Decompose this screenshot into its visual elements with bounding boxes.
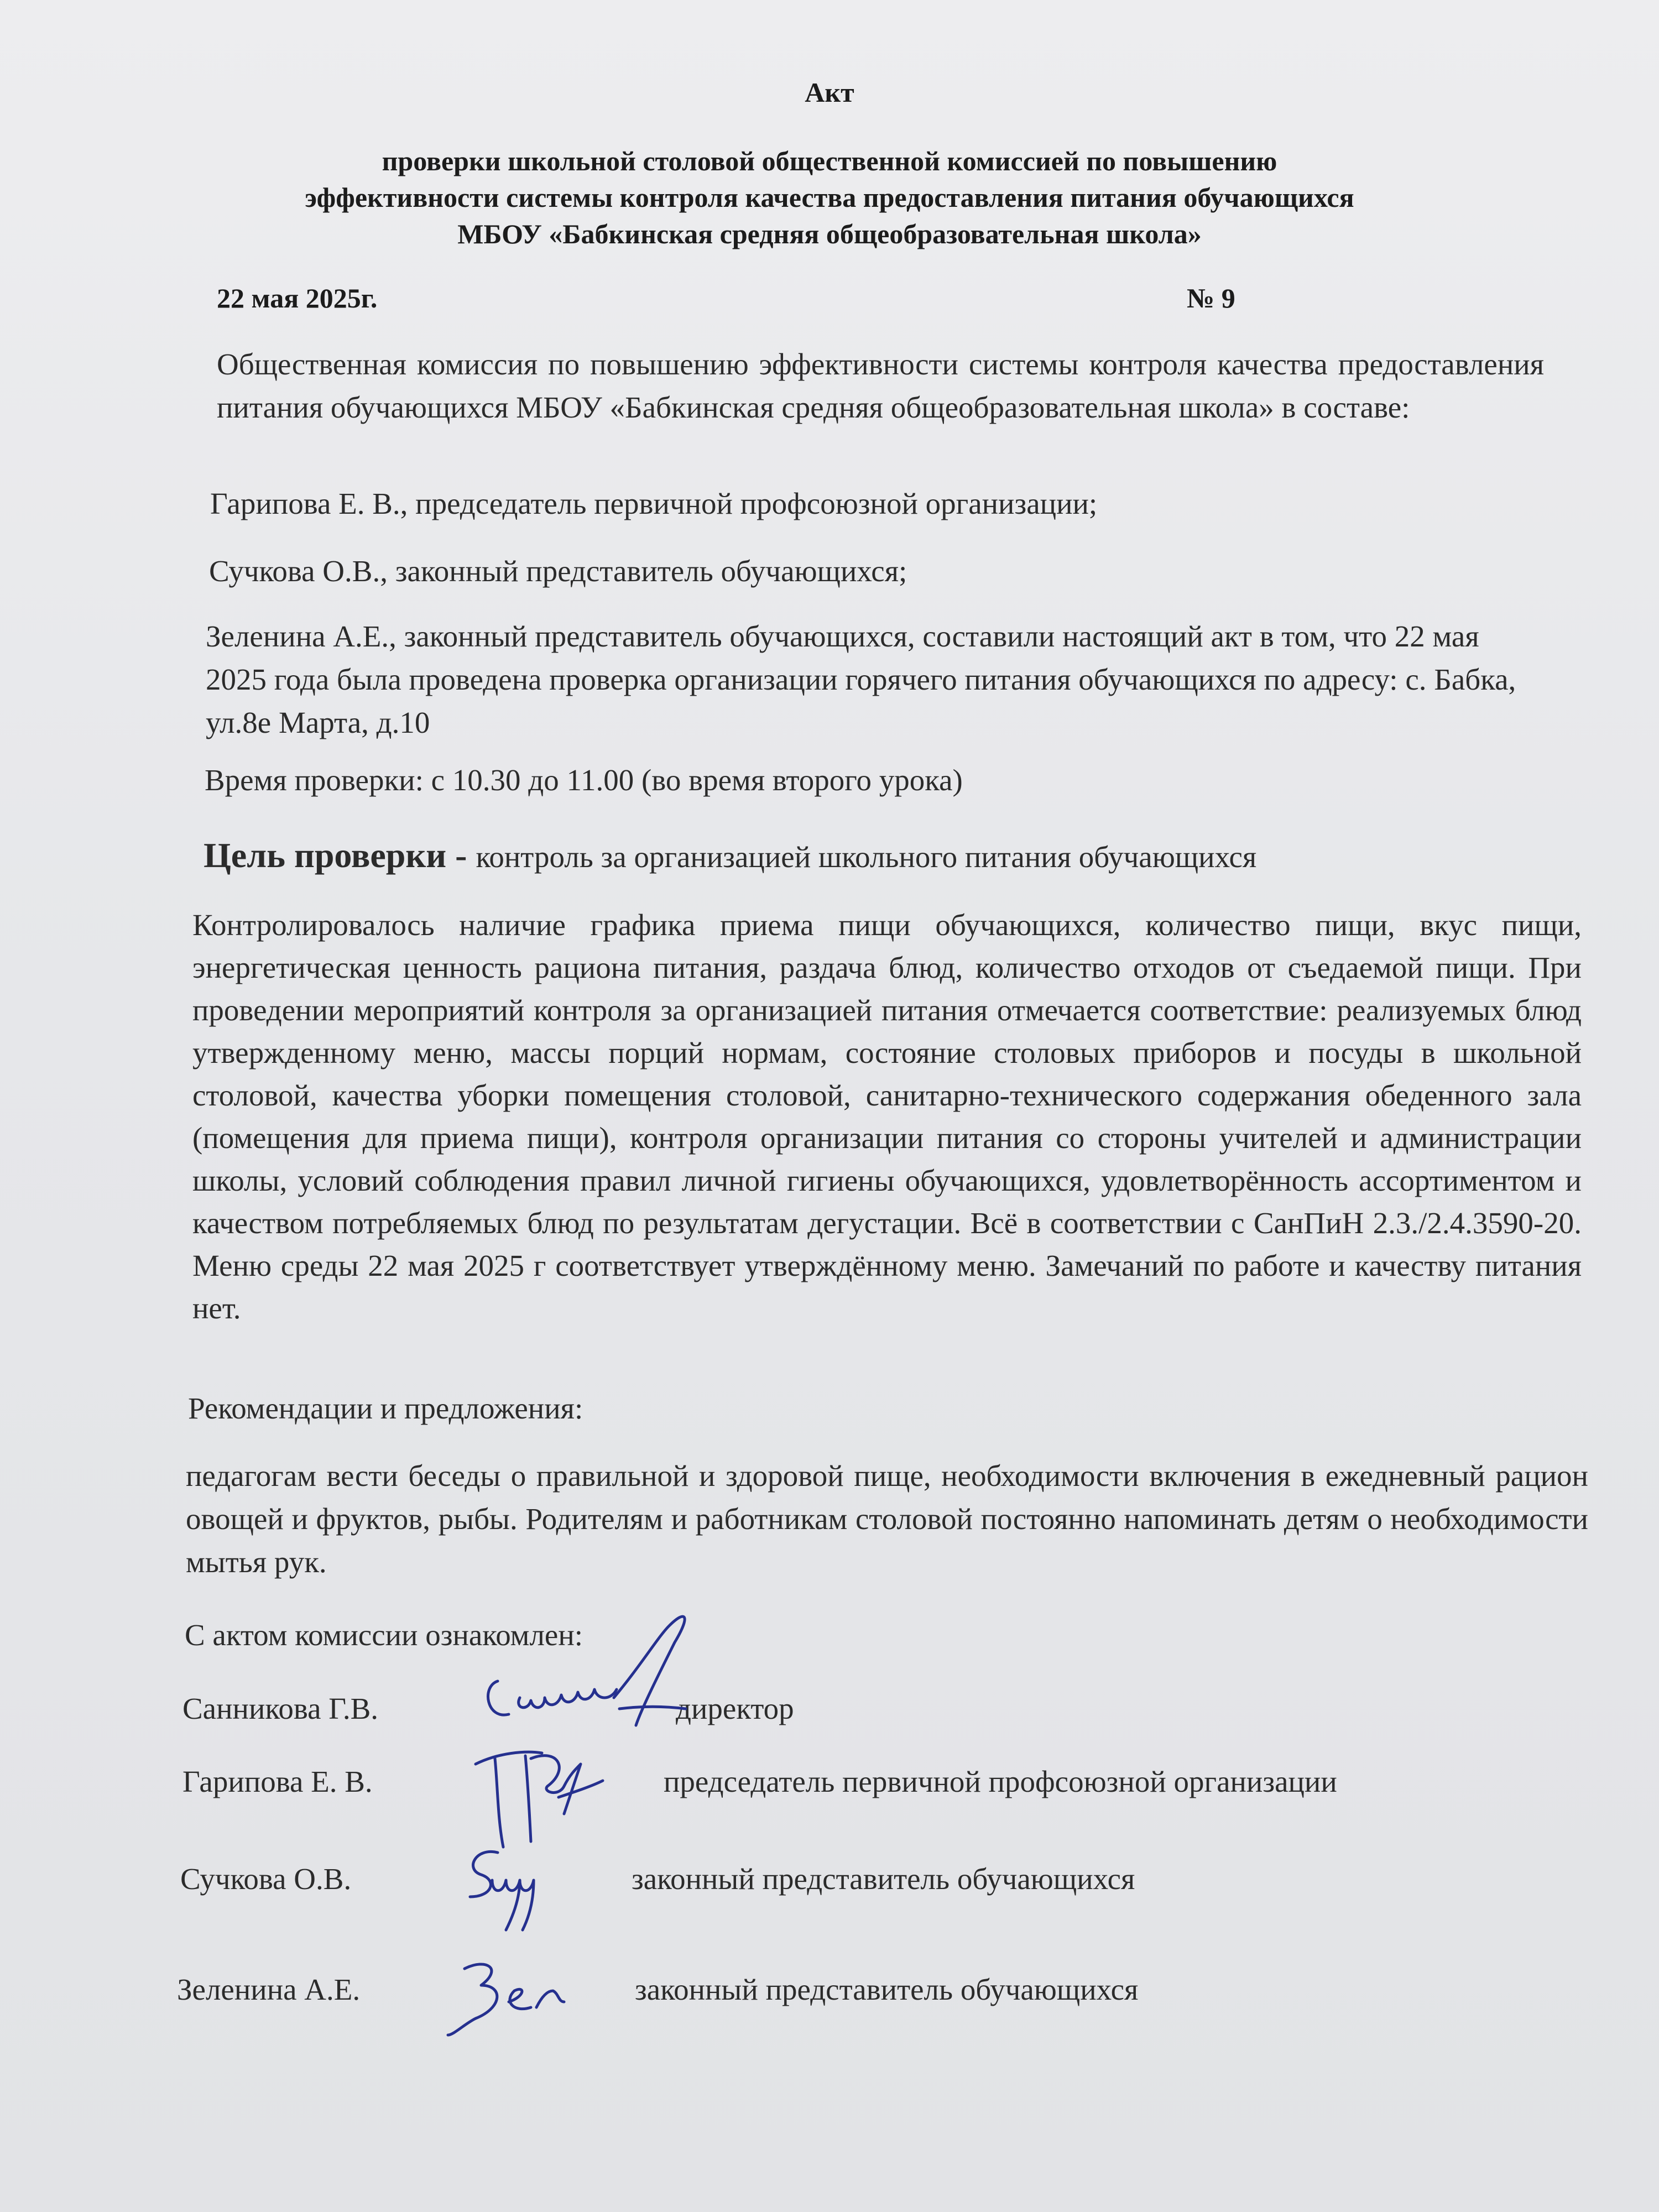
signature-sannikova (476, 1604, 708, 1747)
recommendations-text: педагогам вести беседы о правильной и здоровой пище, необходимости включения в ежедневный рацион овощей и фруктов, рыбы. Родителям и работникам столовой постоянно напоминать детям о необходимости мытья рук. (186, 1459, 1588, 1579)
signatory-name: Зеленина А.Е. (177, 1973, 361, 2006)
acknowledgement-line: С актом комиссии ознакомлен: (185, 1618, 583, 1652)
member-line: Зеленина А.Е., законный представитель обучающихся, составили настоящий акт в том, что 22 мая 2025 года была проведена проверка организации горячего питания обучающихся по адресу: с. Бабка, ул.8е Марта, д.10 (206, 619, 1516, 739)
goal-text: контроль за организацией школьного питания обучающихся (476, 840, 1257, 874)
document-date: 22 мая 2025г. (217, 283, 378, 314)
signatory-name: Гарипова Е. В. (182, 1765, 373, 1798)
signatory-role: директор (676, 1692, 794, 1725)
check-goal (204, 834, 1256, 879)
recommendations-heading: Рекомендации и предложения: (188, 1391, 583, 1425)
subtitle-line: эффективности системы контроля качества предоставления питания обучающихся (305, 182, 1354, 213)
intro-paragraph: Общественная комиссия по повышению эффективности системы контроля качества предоставления питания обучающихся МБОУ «Бабкинская средняя общеобразовательная школа» в составе: (217, 347, 1544, 424)
signatory-role: законный представитель обучающихся (632, 1862, 1135, 1896)
signature-garipova (465, 1736, 619, 1858)
member-line: Гарипова Е. В., председатель первичной профсоюзной организации; (210, 487, 1098, 520)
goal-label: Цель проверки - (204, 836, 476, 875)
signature-suchkova (459, 1841, 559, 1941)
document-title: Акт (805, 77, 854, 108)
signatory-role: председатель первичной профсоюзной организации (664, 1765, 1337, 1798)
findings-paragraph: Контролировалось наличие графика приема пищи обучающихся, количество пищи, вкус пищи, энергетическая ценность рациона питания, раздача блюд, количество отходов от съедаемой пищи. При проведении мероприятий контроля за организацией питания отмечается соответствие: реализуемых блюд утвержденному меню, массы порций нормам, состояние столовых приборов и посуды в школьной столовой, качества уборки помещения столовой, санитарно-технического содержания обеденного зала (помещения для приема пищи), контроля организации питания со стороны учителей и администрации школы, условий соблюдения правил личной гигиены обучающихся, удовлетворённость ассортиментом и качеством потребляемых блюд по результатам дегустации. Всё в соответствии с СанПиН 2.3./2.4.3590-20. Меню среды 22 мая 2025 г соответствует утверждённому меню. Замечаний по работе и качеству питания нет. (192, 908, 1582, 1325)
check-time: Время проверки: с 10.30 до 11.00 (во время второго урока) (205, 763, 963, 797)
signatory-name: Санникова Г.В. (182, 1692, 379, 1725)
subtitle-line: МБОУ «Бабкинская средняя общеобразовательная школа» (457, 218, 1202, 249)
member-line: Сучкова О.В., законный представитель обучающихся; (209, 554, 907, 588)
document-subtitle (194, 143, 1465, 252)
subtitle-line: проверки школьной столовой общественной комиссией по повышению (382, 145, 1277, 176)
document-number: № 9 (1187, 283, 1235, 314)
signatory-name: Сучкова О.В. (180, 1862, 352, 1896)
signature-zelenina (442, 1947, 570, 2046)
signatory-role: законный представитель обучающихся (635, 1973, 1139, 2006)
